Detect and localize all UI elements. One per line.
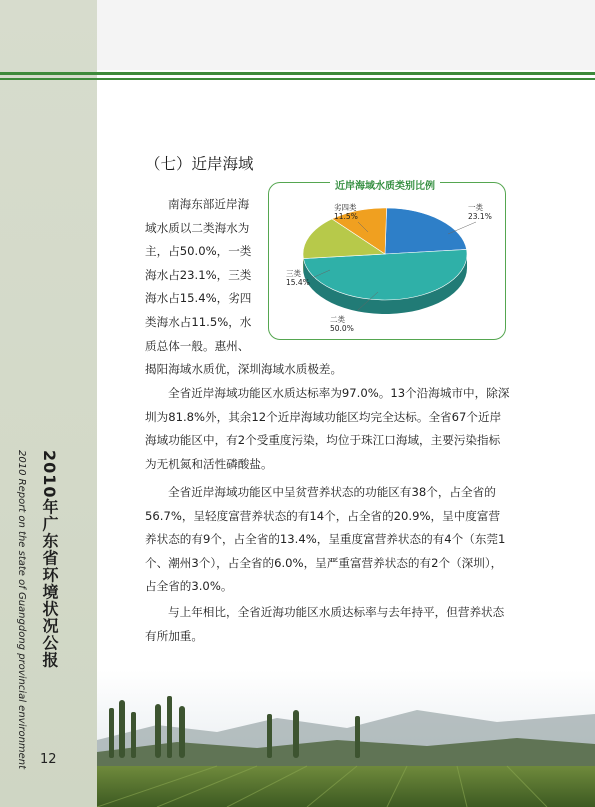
paragraph-3: 全省近岸海域功能区中呈贫营养状态的功能区有38个，占全省的56.7%，呈轻度富营养状态的有14个，占全省的20.9%，呈中度富营养状态的有9个，占全省的13.4%，呈重度富营养状态的有4个（东莞1个、潮州3个），占全省的6.0%，呈严重富营养状态的有2个（深圳），占全省的3.0%。: [145, 485, 506, 594]
paragraph-1-line: 海水占23.1%，三类: [145, 267, 252, 282]
slice-value-label: 23.1%: [468, 212, 492, 221]
header-rule-top: [0, 72, 595, 75]
paragraph-1-line: 质总体一般。惠州、: [145, 338, 250, 353]
report-title-cn: 2010年广东省环境状况公报: [40, 450, 59, 669]
paragraph-1-line: 海水占15.4%，劣四: [145, 291, 252, 306]
paragraph-1-line: 南海东部近岸海: [168, 197, 250, 211]
slice-label: 二类: [330, 315, 345, 324]
page-number: 12: [40, 752, 57, 767]
paragraph-1-tail: 揭阳海域水质优，深圳海域水质极差。: [145, 362, 343, 376]
section-title: （七）近岸海域: [145, 155, 254, 173]
slice-label: 一类: [468, 203, 483, 212]
sidebar: [0, 0, 97, 807]
paragraph-1-line: 类海水占11.5%，水: [145, 314, 252, 329]
pie-chart: [268, 182, 504, 338]
paragraph-1-line: 主，占50.0%，一类: [145, 244, 252, 259]
slice-value-label: 11.5%: [334, 212, 358, 221]
chart-title: 近岸海域水质类别比例: [330, 177, 440, 192]
paragraph-1-line: 域水质以二类海水为: [145, 220, 250, 235]
slice-value-label: 50.0%: [330, 324, 354, 333]
slice-value-label: 15.4%: [286, 278, 310, 287]
report-title-en: 2010 Report on the state of Guangdong provincial environment: [16, 450, 27, 770]
paragraph-2: 全省近岸海域功能区水质达标率为97.0%。13个沿海城市中，除深圳为81.8%外，其余12个近岸海域功能区均完全达标。全省67个近岸海域功能区中，有2个受重度污染，均位于珠江口海域，主要污染指标为无机氮和活性磷酸盐。: [145, 386, 510, 471]
header-band: [97, 0, 595, 70]
header-rule-bottom: [0, 78, 595, 80]
slice-label: 三类: [286, 269, 301, 278]
paragraph-1: [145, 193, 257, 358]
slice-label: 劣四类: [334, 203, 357, 212]
landscape-image: [97, 670, 595, 807]
paragraph-4: 与上年相比，全省近海功能区水质达标率与去年持平，但营养状态有所加重。: [145, 605, 505, 643]
